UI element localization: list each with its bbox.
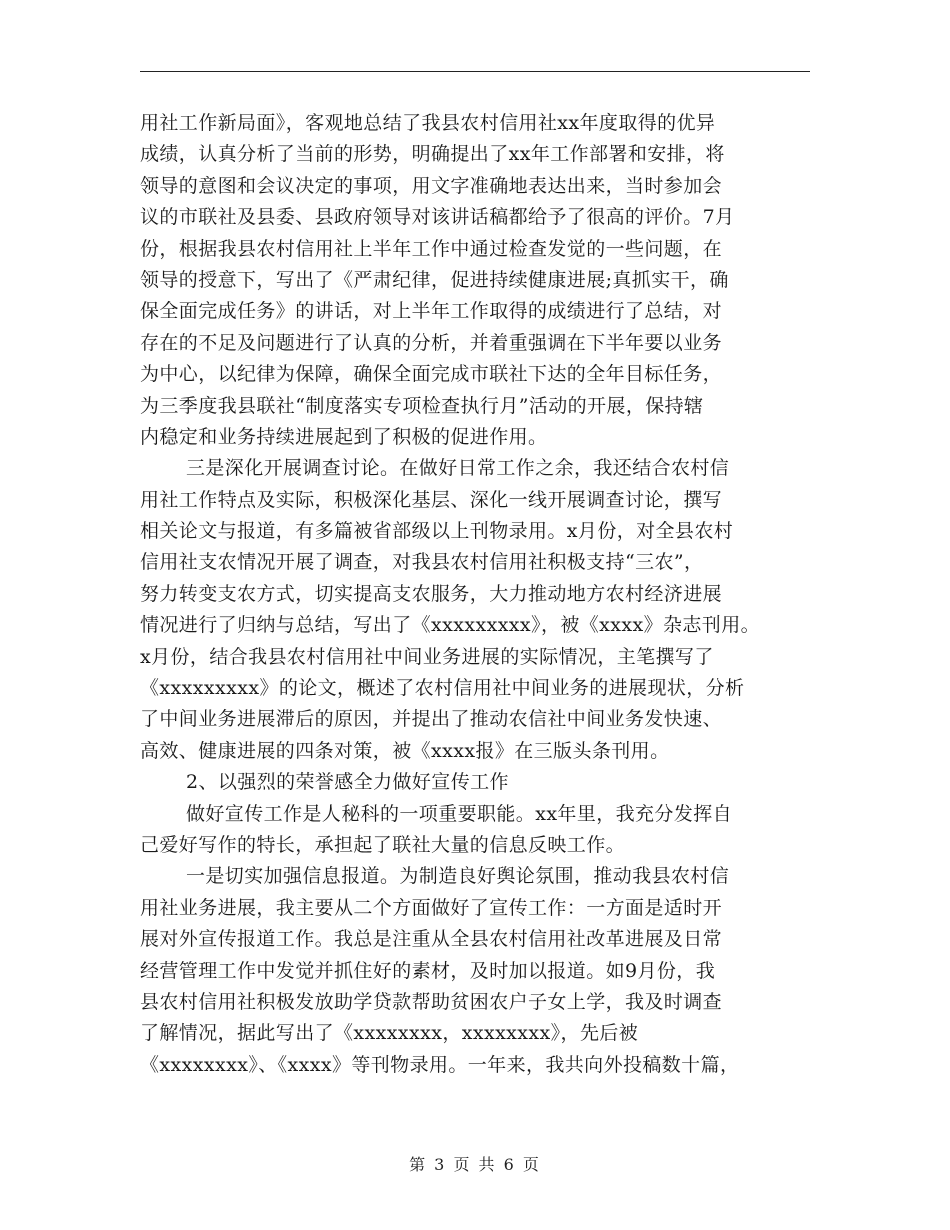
text-line: 经营管理工作中发觉并抓住好的素材，及时加以报道。如9月份，我: [140, 959, 716, 982]
text-line: 用社业务进展，我主要从二个方面做好了宣传工作：一方面是适时开: [140, 896, 723, 919]
paragraph-start-line: 一是切实加强信息报道。为制造良好舆论氛围，推动我县农村信: [186, 865, 730, 888]
text-line: 《xxxxxxxx》、《xxxx》等刊物录用。一年来，我共向外投稿数十篇，: [140, 1053, 740, 1076]
paragraph-start-line: 三是深化开展调查讨论。在做好日常工作之余，我还结合农村信: [186, 457, 730, 480]
text-line: 信用社支农情况开展了调查，对我县农村信用社积极支持“三农”，: [140, 551, 704, 574]
text-line: 了中间业务进展滞后的原因，并提出了推动农信社中间业务发快速、: [140, 708, 723, 731]
section-heading: 2、以强烈的荣誉感全力做好宣传工作: [186, 771, 509, 794]
text-line: 成绩，认真分析了当前的形势，明确提出了xx年工作部署和安排，将: [140, 143, 725, 166]
text-line: 为中心，以纪律为保障，确保全面完成市联社下达的全年目标任务，: [140, 363, 723, 386]
text-line: 存在的不足及问题进行了认真的分析，并着重强调在下半年要以业务: [140, 331, 723, 354]
text-line: x月份，结合我县农村信用社中间业务进展的实际情况，主笔撰写了: [140, 645, 714, 668]
document-body: [140, 108, 820, 1081]
text-line: 相关论文与报道，有多篇被省部级以上刊物录用。x月份，对全县农村: [140, 520, 734, 543]
text-line: 份，根据我县农村信用社上半年工作中通过检查发觉的一些问题，在: [140, 237, 723, 260]
text-line: 用社工作特点及实际，积极深化基层、深化一线开展调查讨论，撰写: [140, 488, 723, 511]
text-line: 努力转变支农方式，切实提高支农服务，大力推动地方农村经济进展: [140, 582, 723, 605]
text-line: 领导的授意下，写出了《严肃纪律，促进持续健康进展;真抓实干，确: [140, 268, 729, 291]
text-line: 领导的意图和会议决定的事项，用文字准确地表达出来，当时参加会: [140, 174, 723, 197]
text-line: 了解情况，据此写出了《xxxxxxxx，xxxxxxxx》，先后被: [140, 1022, 639, 1045]
text-line: 展对外宣传报道工作。我总是注重从全县农村信用社改革进展及日常: [140, 928, 723, 951]
text-line: 议的市联社及县委、县政府领导对该讲话稿都给予了很高的评价。7月: [140, 206, 735, 229]
text-line: 高效、健康进展的四条对策，被《xxxx报》在三版头条刊用。: [140, 739, 670, 762]
text-line: 县农村信用社积极发放助学贷款帮助贫困农户子女上学，我及时调查: [140, 990, 723, 1013]
text-line: 己爱好写作的特长，承担起了联社大量的信息反映工作。: [140, 833, 626, 856]
header-rule: [140, 71, 810, 72]
text-line: 《xxxxxxxxx》的论文，概述了农村信用社中间业务的进展现状，分析: [140, 677, 745, 700]
text-line: 保全面完成任务》的讲话，对上半年工作取得的成绩进行了总结，对: [140, 300, 723, 323]
text-line: 情况进行了归纳与总结，写出了《xxxxxxxxx》，被《xxxx》杂志刊用。: [140, 614, 761, 637]
page-number-footer: 第 3 页 共 6 页: [409, 1155, 541, 1174]
text-line: 用社工作新局面》，客观地总结了我县农村信用社xx年度取得的优异: [140, 112, 716, 134]
text-line: 为三季度我县联社“制度落实专项检查执行月”活动的开展，保持辖: [140, 394, 704, 417]
paragraph-start-line: 做好宣传工作是人秘科的一项重要职能。xx年里，我充分发挥自: [186, 802, 733, 825]
text-line: 内稳定和业务持续进展起到了积极的促进作用。: [140, 425, 548, 448]
